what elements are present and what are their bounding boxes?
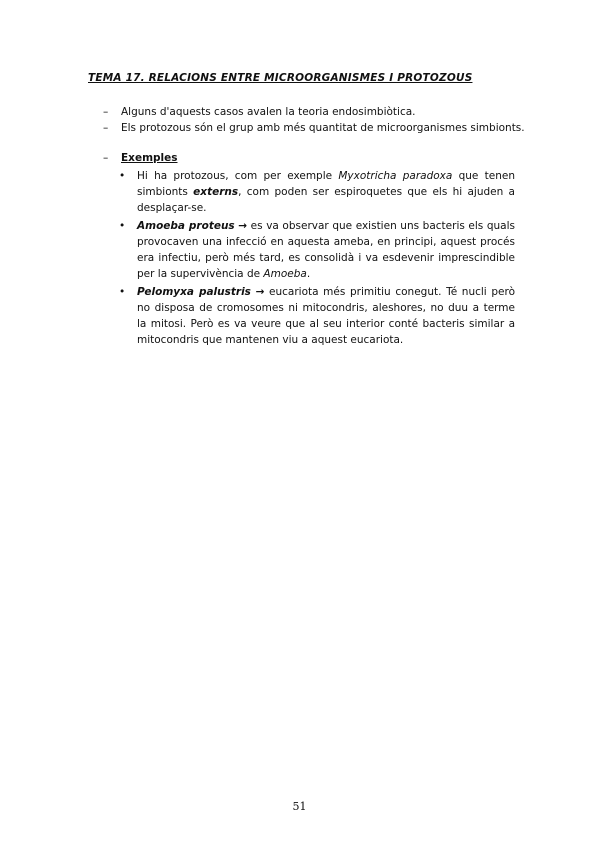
example-text: . bbox=[306, 268, 311, 280]
species-name: Myxotricha paradoxa bbox=[338, 170, 453, 182]
bullet-marker: • bbox=[119, 286, 126, 298]
example-item bbox=[119, 168, 515, 216]
bullet-marker: • bbox=[119, 170, 126, 182]
example-text: que tenen simbionts bbox=[137, 170, 515, 198]
examples-list bbox=[103, 168, 523, 348]
intro-item-text: Els protozous són el grup amb més quantitat de microorganismes simbionts. bbox=[121, 122, 525, 134]
bullet-marker: • bbox=[119, 220, 126, 232]
genus-name: Amoeba bbox=[263, 268, 307, 280]
keyword: externs bbox=[193, 186, 239, 198]
species-name: Pelomyxa palustris bbox=[137, 286, 251, 298]
example-item bbox=[119, 284, 515, 348]
dash-marker: – bbox=[103, 106, 109, 118]
examples-heading-text: Exemples bbox=[121, 152, 178, 164]
page-number: 51 bbox=[292, 800, 307, 813]
example-text: es va observar que existien uns bacteris els quals provocaven una infecció en aquesta ameba, en principi, aquest procés era infectiu, però més tard, es consolidà i va esdevenir imprescindible per la supervivència de bbox=[137, 220, 515, 280]
species-name: Amoeba proteus bbox=[137, 220, 235, 232]
dash-marker: – bbox=[103, 152, 109, 164]
example-text: Hi ha protozous, com per exemple bbox=[137, 170, 339, 182]
intro-list bbox=[103, 104, 523, 136]
arrow-icon: → bbox=[238, 220, 248, 232]
intro-item-text: Alguns d'aquests casos avalen la teoria endosimbiòtica. bbox=[121, 106, 416, 118]
intro-item bbox=[103, 104, 523, 120]
examples-section bbox=[103, 150, 523, 350]
page-title: TEMA 17. RELACIONS ENTRE MICROORGANISMES I PROTOZOUS bbox=[88, 72, 473, 84]
example-text: , com poden ser espiroquetes que els hi ajuden a desplaçar-se. bbox=[137, 186, 515, 214]
intro-item bbox=[103, 120, 523, 136]
example-text: eucariota més primitiu conegut. Té nucli però no disposa de cromosomes ni mitocondris, aleshores, no duu a terme la mitosi. Però es va veure que al seu interior conté bacteris similar a mitocondris que mantenen viu a aquest eucariota. bbox=[137, 286, 515, 346]
example-item bbox=[119, 218, 515, 282]
dash-marker: – bbox=[103, 122, 109, 134]
arrow-icon: → bbox=[255, 286, 265, 298]
examples-heading bbox=[103, 150, 523, 166]
